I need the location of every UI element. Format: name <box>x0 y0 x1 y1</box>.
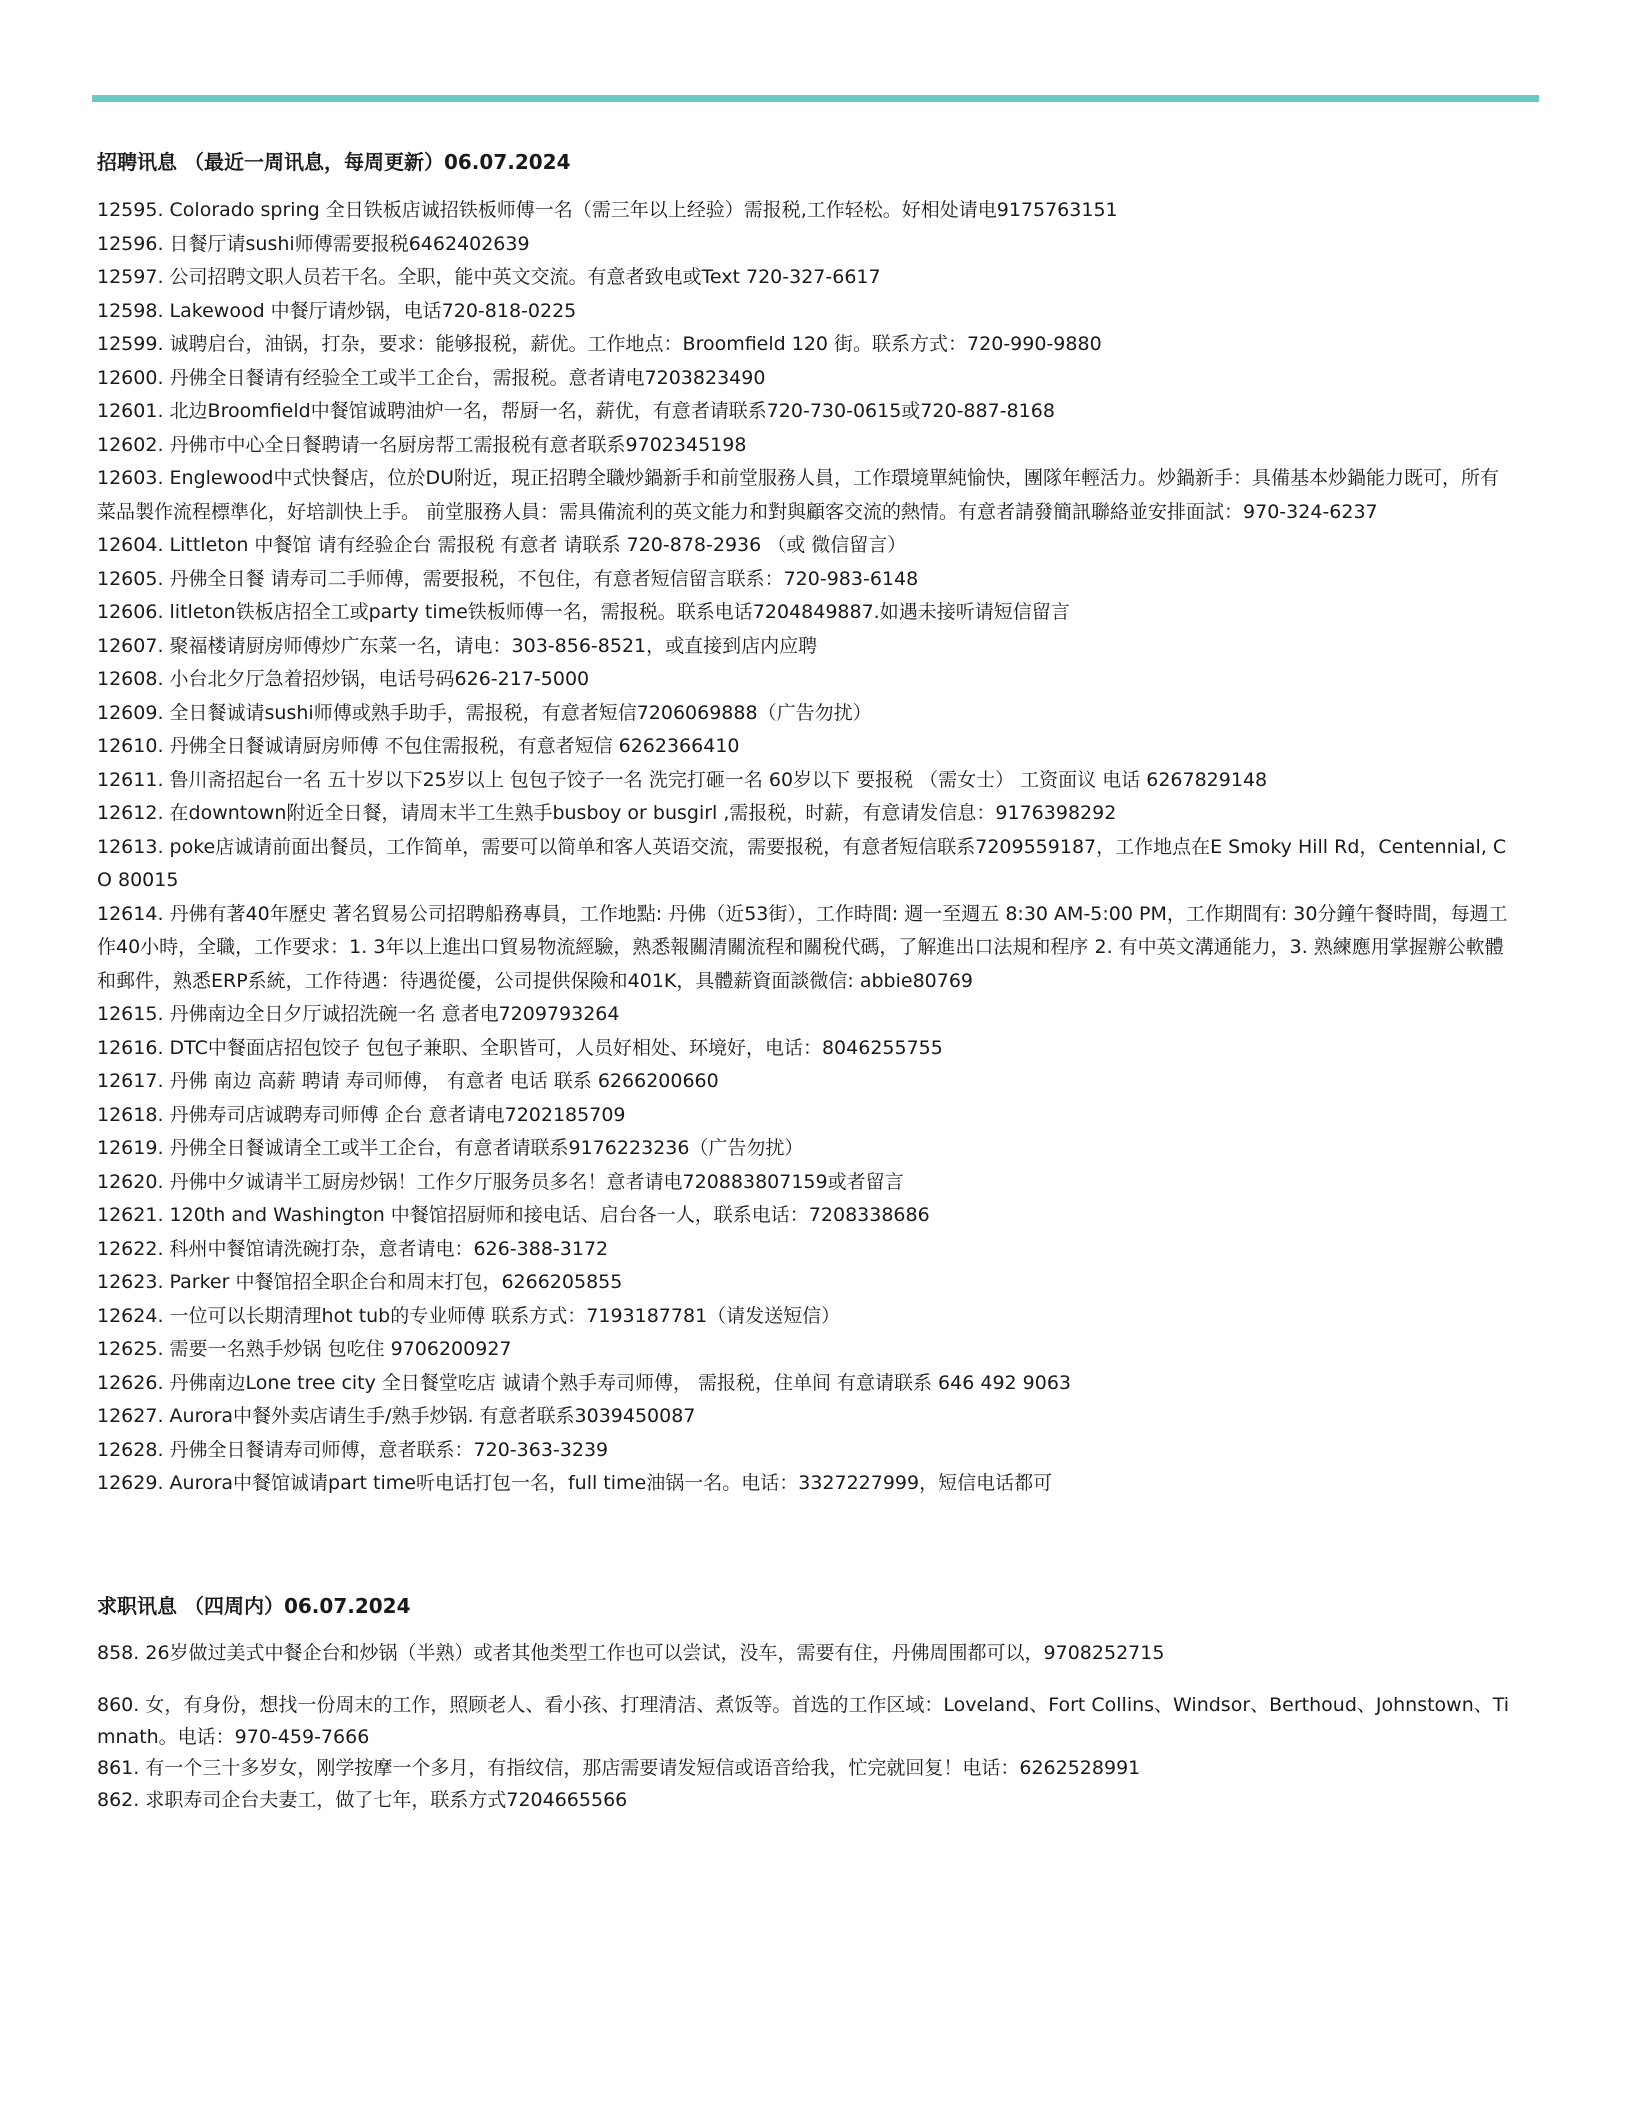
list-item <box>97 596 1517 630</box>
entry-number: 12620. <box>97 1170 164 1193</box>
entry-text: Colorado spring 全日铁板店诚招铁板师傅一名（需三年以上经验）需报税,工作轻松。好相处请电9175763151 <box>169 199 1118 221</box>
entry-text: 120th and Washington 中餐馆招厨师和接电话、启台各一人，联系电话：7208338686 <box>169 1204 930 1226</box>
entry-number: 12606. <box>97 601 164 623</box>
entry-text: 丹佛南边Lone tree city 全日餐堂吃店 诚请个熟手寿司师傅， 需报税，住单间 有意请联系 646 492 9063 <box>169 1371 1072 1394</box>
entry-text: 鲁川斋招起台一名 五十岁以下25岁以上 包包子饺子一名 洗完打砸一名 60岁以下 要报税 （需女士） 工资面议 电话 6267829148 <box>169 768 1268 791</box>
entry-text: 科州中餐馆请洗碗打杂，意者请电：626-388-3172 <box>169 1237 609 1260</box>
entry-text: 丹佛寿司店诚聘寿司师傅 企台 意者请电7202185709 <box>169 1103 626 1126</box>
entry-number: 12617. <box>97 1070 164 1092</box>
list-item <box>97 1638 1517 1670</box>
entry-number: 12607. <box>97 634 164 657</box>
list-item <box>97 429 1517 463</box>
entry-number: 12595. <box>97 199 164 221</box>
list-item <box>97 630 1517 664</box>
entry-number: 12604. <box>97 534 164 556</box>
entry-number: 12598. <box>97 299 164 322</box>
list-item <box>97 194 1517 228</box>
entry-text: Aurora中餐馆诚请part time听电话打包一名，full time油锅一名。电话：3327227999，短信电话都可 <box>169 1472 1053 1494</box>
entry-number: 12600. <box>97 366 164 389</box>
entry-number: 12597. <box>97 266 164 288</box>
entry-text: 在downtown附近全日餐，请周末半工生熟手busboy or busgirl ,需报税，时薪，有意请发信息：9176398292 <box>169 802 1117 824</box>
list-item <box>97 395 1517 429</box>
entry-text: 一位可以长期清理hot tub的专业师傅 联系方式：7193187781（请发送短信） <box>169 1304 841 1327</box>
entry-number: 12602. <box>97 433 164 456</box>
entry-text: 北边Broomfield中餐馆诚聘油炉一名，帮厨一名，薪优，有意者请联系720-730-0615或720-887-8168 <box>169 400 1055 422</box>
entry-text: 女，有身份，想找一份周末的工作，照顾老人、看小孩、打理清洁、煮饭等。首选的工作区域：Loveland、Fort Collins、Windsor、Berthoud、Johnstown、Timnath。电话：970-459-7666 <box>97 1694 1510 1748</box>
entry-number: 862. <box>97 1788 140 1811</box>
entry-text: 诚聘启台，油锅，打杂，要求：能够报税，薪优。工作地点：Broomfield 120 街。联系方式：720-990-9880 <box>169 333 1102 355</box>
job-listings <box>97 194 1517 1501</box>
list-item <box>97 1032 1517 1066</box>
entry-text: 小台北夕厅急着招炒锅，电话号码626-217-5000 <box>169 668 590 690</box>
list-item <box>97 261 1517 295</box>
entry-number: 12605. <box>97 567 164 590</box>
entry-text: 聚福楼请厨房师傅炒广东菜一名，请电：303-856-8521，或直接到店内应聘 <box>169 634 818 657</box>
entry-text: 需要一名熟手炒锅 包吃住 9706200927 <box>169 1338 512 1360</box>
list-item <box>97 697 1517 731</box>
list-item <box>97 295 1517 329</box>
entry-number: 12618. <box>97 1103 164 1126</box>
entry-text: 丹佛 南边 高薪 聘请 寿司师傅， 有意者 电话 联系 6266200660 <box>169 1070 719 1092</box>
list-item <box>97 1233 1517 1267</box>
entry-number: 12626. <box>97 1371 164 1394</box>
entry-text: Englewood中式快餐店，位於DU附近，現正招聘全職炒鍋新手和前堂服務人員，工作環境單純愉快，團隊年輕活力。炒鍋新手：具備基本炒鍋能力既可，所有菜品製作流程標準化，好培訓快上手。 前堂服務人員：需具備流利的英文能力和對與顧客交流的熱情。有意者請發簡訊聯絡並安排面試：970-324-6237 <box>97 467 1499 523</box>
list-item <box>97 1690 1517 1753</box>
entry-text: 丹佛全日餐 请寿司二手师傅，需要报税，不包住，有意者短信留言联系：720-983-6148 <box>169 567 919 590</box>
entry-number: 12624. <box>97 1304 164 1327</box>
entry-number: 861. <box>97 1757 140 1779</box>
entry-text: 丹佛中夕诚请半工厨房炒锅！工作夕厅服务员多名！意者请电720883807159或者留言 <box>169 1170 904 1193</box>
list-item <box>97 1132 1517 1166</box>
list-item <box>97 797 1517 831</box>
entry-number: 12623. <box>97 1271 164 1293</box>
list-item <box>97 831 1517 898</box>
list-item <box>97 328 1517 362</box>
list-item <box>97 1467 1517 1501</box>
list-item <box>97 1400 1517 1434</box>
list-item <box>97 462 1517 529</box>
list-item <box>97 1199 1517 1233</box>
top-divider <box>92 95 1539 102</box>
entry-number: 12619. <box>97 1137 164 1159</box>
list-item <box>97 1753 1517 1785</box>
entry-number: 12625. <box>97 1338 164 1360</box>
list-item <box>97 898 1517 999</box>
entry-number: 12629. <box>97 1472 164 1494</box>
entry-text: 全日餐诚请sushi师傅或熟手助手，需报税，有意者短信7206069888（广告勿扰） <box>169 701 872 724</box>
entry-text: DTC中餐面店招包饺子 包包子兼职、全职皆可，人员好相处、环境好，电话：8046255755 <box>169 1036 943 1059</box>
document-body <box>97 146 1517 1816</box>
entry-text: 丹佛全日餐诚请厨房师傅 不包住需报税，有意者短信 6262366410 <box>169 735 740 757</box>
entry-number: 12610. <box>97 735 164 757</box>
entry-text: Aurora中餐外卖店请生手/熟手炒锅. 有意者联系3039450087 <box>169 1405 696 1427</box>
entry-text: 丹佛有著40年歷史 著名貿易公司招聘船務專員，工作地點: 丹佛（近53街），工作時間: 週一至週五 8:30 AM-5:00 PM，工作期間有: 30分鐘午餐時間，每週工作40小時，全職，工作要求：1. 3年以上進出口貿易物流經驗，熟悉報關清關流程和關稅代碼，了解進出口法規和程序 2. 有中英文溝通能力，3. 熟練應用掌握辦公軟體和郵件，熟悉ERP系統，工作待遇：待遇從優，公司提供保險和401K，具體薪資面談微信: abbie80769 <box>97 902 1508 992</box>
entry-text: 日餐厅请sushi师傅需要报税6462402639 <box>169 232 530 255</box>
job-seeking-heading-text: 求职讯息 （四周内） <box>97 1593 284 1618</box>
list-item <box>97 998 1517 1032</box>
entry-number: 12615. <box>97 1003 164 1025</box>
entry-number: 12621. <box>97 1204 164 1226</box>
entry-number: 12622. <box>97 1237 164 1260</box>
entry-text: poke店诚请前面出餐员，工作简单，需要可以简单和客人英语交流，需要报税，有意者短信联系7209559187，工作地点在E Smoky Hill Rd，Centennial, CO 80015 <box>97 835 1507 891</box>
entry-number: 12603. <box>97 467 164 489</box>
list-item <box>97 228 1517 262</box>
entry-text: 26岁做过美式中餐企台和炒锅（半熟）或者其他类型工作也可以尝试，没车，需要有住，丹佛周围都可以，9708252715 <box>145 1641 1165 1664</box>
entry-number: 12612. <box>97 802 164 824</box>
list-item <box>97 1065 1517 1099</box>
list-item <box>97 1099 1517 1133</box>
entry-number: 12616. <box>97 1036 164 1059</box>
entry-number: 12608. <box>97 668 164 690</box>
list-item <box>97 1266 1517 1300</box>
list-item <box>97 1367 1517 1401</box>
entry-text: Parker 中餐馆招全职企台和周末打包，6266205855 <box>169 1271 623 1293</box>
list-item <box>97 529 1517 563</box>
entry-number: 12628. <box>97 1438 164 1461</box>
list-item <box>97 663 1517 697</box>
entry-number: 12627. <box>97 1405 164 1427</box>
job-seeking-heading <box>97 1590 1517 1622</box>
entry-text: 丹佛全日餐请有经验全工或半工企台，需报税。意者请电7203823490 <box>169 366 766 389</box>
list-item <box>97 1785 1517 1817</box>
entry-number: 860. <box>97 1694 140 1716</box>
job-seeking-date: 06.07.2024 <box>283 1593 411 1618</box>
job-listings-heading <box>97 146 1517 178</box>
entry-text: 丹佛全日餐请寿司师傅，意者联系：720-363-3239 <box>169 1438 609 1461</box>
entry-number: 12611. <box>97 768 164 791</box>
list-item <box>97 1300 1517 1334</box>
entry-text: 丹佛全日餐诚请全工或半工企台，有意者请联系9176223236（广告勿扰） <box>169 1137 804 1159</box>
job-listings-heading-text: 招聘讯息 （最近一周讯息，每周更新） <box>97 150 444 174</box>
job-seeking-listings <box>97 1638 1517 1817</box>
entry-number: 12596. <box>97 232 164 255</box>
entry-text: 丹佛市中心全日餐聘请一名厨房帮工需报税有意者联系9702345198 <box>169 433 747 456</box>
entry-text: 公司招聘文职人员若干名。全职，能中英文交流。有意者致电或Text 720-327-6617 <box>169 266 881 288</box>
list-item <box>97 730 1517 764</box>
job-seeking-section <box>97 1590 1517 1817</box>
list-item <box>97 1434 1517 1468</box>
entry-text: 求职寿司企台夫妻工，做了七年，联系方式7204665566 <box>145 1788 628 1811</box>
entry-text: 有一个三十多岁女，刚学按摩一个多月，有指纹信，那店需要请发短信或语音给我，忙完就回复！电话：6262528991 <box>145 1757 1141 1779</box>
entry-number: 858. <box>97 1641 140 1664</box>
entry-number: 12614. <box>97 902 164 925</box>
entry-text: Littleton 中餐馆 请有经验企台 需报税 有意者 请联系 720-878-2936 （或 微信留言） <box>169 534 907 556</box>
job-listings-section <box>97 146 1517 1501</box>
entry-text: litleton铁板店招全工或party time铁板师傅一名，需报税。联系电话7204849887.如遇未接听请短信留言 <box>169 601 1070 623</box>
job-listings-date: 06.07.2024 <box>443 150 571 174</box>
list-item <box>97 563 1517 597</box>
entry-text: 丹佛南边全日夕厅诚招洗碗一名 意者电7209793264 <box>169 1003 620 1025</box>
list-item <box>97 764 1517 798</box>
entry-text: Lakewood 中餐厅请炒锅，电话720-818-0225 <box>169 299 577 322</box>
list-item <box>97 1333 1517 1367</box>
entry-number: 12609. <box>97 701 164 724</box>
entry-number: 12613. <box>97 835 164 858</box>
list-item <box>97 362 1517 396</box>
entry-number: 12599. <box>97 333 164 355</box>
list-item <box>97 1166 1517 1200</box>
entry-number: 12601. <box>97 400 164 422</box>
